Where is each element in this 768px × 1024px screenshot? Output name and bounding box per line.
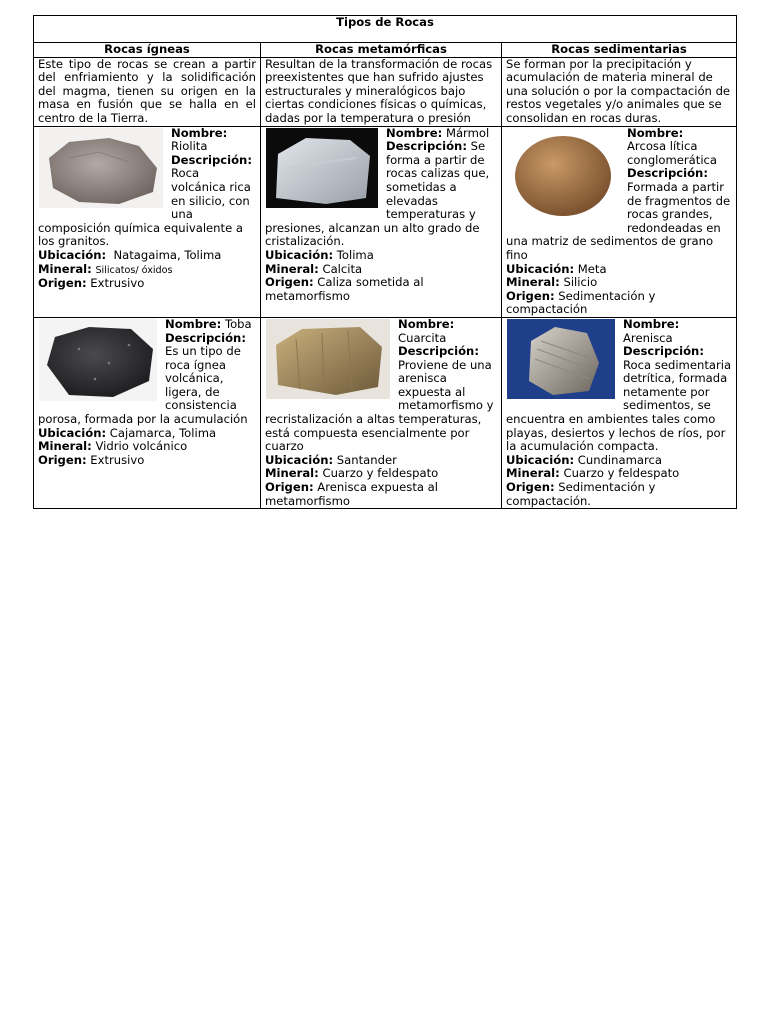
label-origen: Origen: <box>506 480 555 495</box>
rock-name: Toba <box>224 316 252 331</box>
rock-mineral: Silicatos/ óxidos <box>95 264 173 276</box>
rock-description: Es un tipo de roca ígnea volcánica, ligera, de consistencia porosa, formada por la acumulación <box>38 344 248 427</box>
rock-location: Cajamarca, Tolima <box>109 425 217 440</box>
label-descripcion: Descripción: <box>165 330 246 345</box>
intro-metamorficas: Resultan de la transformación de rocas preexistentes que han sufrido ajustes estructurales y mineralógicos bajo ciertas condiciones físicas o químicas, dadas por la temperatura o presión <box>261 57 502 126</box>
label-descripcion: Descripción: <box>171 152 252 167</box>
label-ubicacion: Ubicación: <box>265 452 334 467</box>
arenisca-rock-photo <box>507 319 615 399</box>
rock-description: Se forma a partir de rocas calizas que, sometidas a elevadas temperaturas y presiones, alcanzan un alto grado de cristalización. <box>265 139 490 249</box>
label-descripcion: Descripción: <box>398 344 479 359</box>
intro-sedimentarias: Se forman por la precipitación y acumulación de materia mineral de una solución o por la compactación de restos vegetales y/o animales que se consolidan en rocas duras. <box>502 57 737 126</box>
label-ubicacion: Ubicación: <box>265 247 334 262</box>
cuarcita-rock-photo <box>266 319 390 399</box>
label-origen: Origen: <box>265 480 314 495</box>
rock-location: Tolima <box>336 247 374 262</box>
rock-cell-toba <box>34 317 261 508</box>
header-sedimentarias: Rocas sedimentarias <box>502 43 737 58</box>
rock-mineral: Cuarzo y feldespato <box>322 466 439 481</box>
label-descripcion: Descripción: <box>627 166 708 181</box>
label-ubicacion: Ubicación: <box>506 452 575 467</box>
label-ubicacion: Ubicación: <box>506 261 575 276</box>
label-descripcion: Descripción: <box>386 139 467 154</box>
label-nombre: Nombre: <box>627 125 684 140</box>
rock-description: Proviene de una arenisca expuesta al metamorfismo y recristalización a altas temperaturas, está compuesta esencialmente por cuarzo <box>265 357 494 454</box>
rock-description: Formada a partir de fragmentos de rocas grandes, redondeadas en una matriz de sedimentos de grano fino <box>506 179 731 262</box>
header-metamorficas: Rocas metamórficas <box>261 43 502 58</box>
rock-name: Mármol <box>445 125 490 140</box>
label-nombre: Nombre: <box>171 125 228 140</box>
rock-origin: Sedimentación y compactación <box>506 288 656 317</box>
rock-origin: Arenisca expuesta al metamorfismo <box>265 480 438 508</box>
rock-name: Arcosa lítica conglomerática <box>627 139 718 167</box>
rock-origin: Extrusivo <box>90 452 145 467</box>
rock-cell-arcosa <box>502 126 737 317</box>
label-ubicacion: Ubicación: <box>38 425 107 440</box>
rock-mineral: Cuarzo y feldespato <box>563 466 680 481</box>
rock-location: Santander <box>336 452 397 467</box>
marmol-rock-photo <box>266 128 378 208</box>
label-origen: Origen: <box>38 276 87 291</box>
rock-origin: Sedimentación y compactación. <box>506 480 656 508</box>
rock-origin: Caliza sometida al metamorfismo <box>265 275 424 303</box>
arcosa-rock-photo <box>507 128 619 222</box>
rock-cell-cuarcita <box>261 317 502 508</box>
rock-name: Riolita <box>171 139 208 154</box>
intro-igneas: Este tipo de rocas se crean a partir del enfriamiento y la solidificación del magma, tienen su origen en la masa en fusión que se halla en el centro de la Tierra. <box>34 57 261 126</box>
label-origen: Origen: <box>38 452 87 467</box>
rock-cell-riolita <box>34 126 261 317</box>
toba-rock-photo <box>39 319 157 401</box>
rock-location: Meta <box>577 261 607 276</box>
label-mineral: Mineral: <box>265 261 319 276</box>
rock-description: Roca volcánica rica en silicio, con una composición química equivalente a los granitos. <box>38 166 251 249</box>
rock-cell-marmol <box>261 126 502 317</box>
label-nombre: Nombre: <box>165 316 222 331</box>
label-mineral: Mineral: <box>38 261 92 276</box>
rock-location: Natagaima, Tolima <box>113 247 222 262</box>
label-nombre: Nombre: <box>386 125 443 140</box>
label-ubicacion: Ubicación: <box>38 247 107 262</box>
header-igneas: Rocas ígneas <box>34 43 261 58</box>
rock-name: Cuarcita <box>398 330 447 345</box>
label-origen: Origen: <box>506 288 555 303</box>
rock-description: Roca sedimentaria detrítica, formada netamente por sedimentos, se encuentra en ambientes tales como playas, desiertos y lechos de ríos, por la acumulación compacta. <box>506 357 732 454</box>
rock-origin: Extrusivo <box>90 276 145 291</box>
rock-name: Arenisca <box>623 330 673 345</box>
rock-location: Cundinamarca <box>577 452 662 467</box>
label-nombre: Nombre: <box>623 316 680 331</box>
label-mineral: Mineral: <box>38 439 92 454</box>
label-mineral: Mineral: <box>506 275 560 290</box>
rock-mineral: Calcita <box>322 261 363 276</box>
rock-cell-arenisca <box>502 317 737 508</box>
label-origen: Origen: <box>265 275 314 290</box>
label-descripcion: Descripción: <box>623 344 704 359</box>
label-mineral: Mineral: <box>265 466 319 481</box>
riolita-rock-photo <box>39 128 163 208</box>
rock-types-table <box>33 15 737 509</box>
label-nombre: Nombre: <box>398 316 455 331</box>
label-mineral: Mineral: <box>506 466 560 481</box>
rock-mineral: Silicio <box>563 275 598 290</box>
table-title: Tipos de Rocas <box>34 16 737 43</box>
rock-mineral: Vidrio volcánico <box>95 439 188 454</box>
